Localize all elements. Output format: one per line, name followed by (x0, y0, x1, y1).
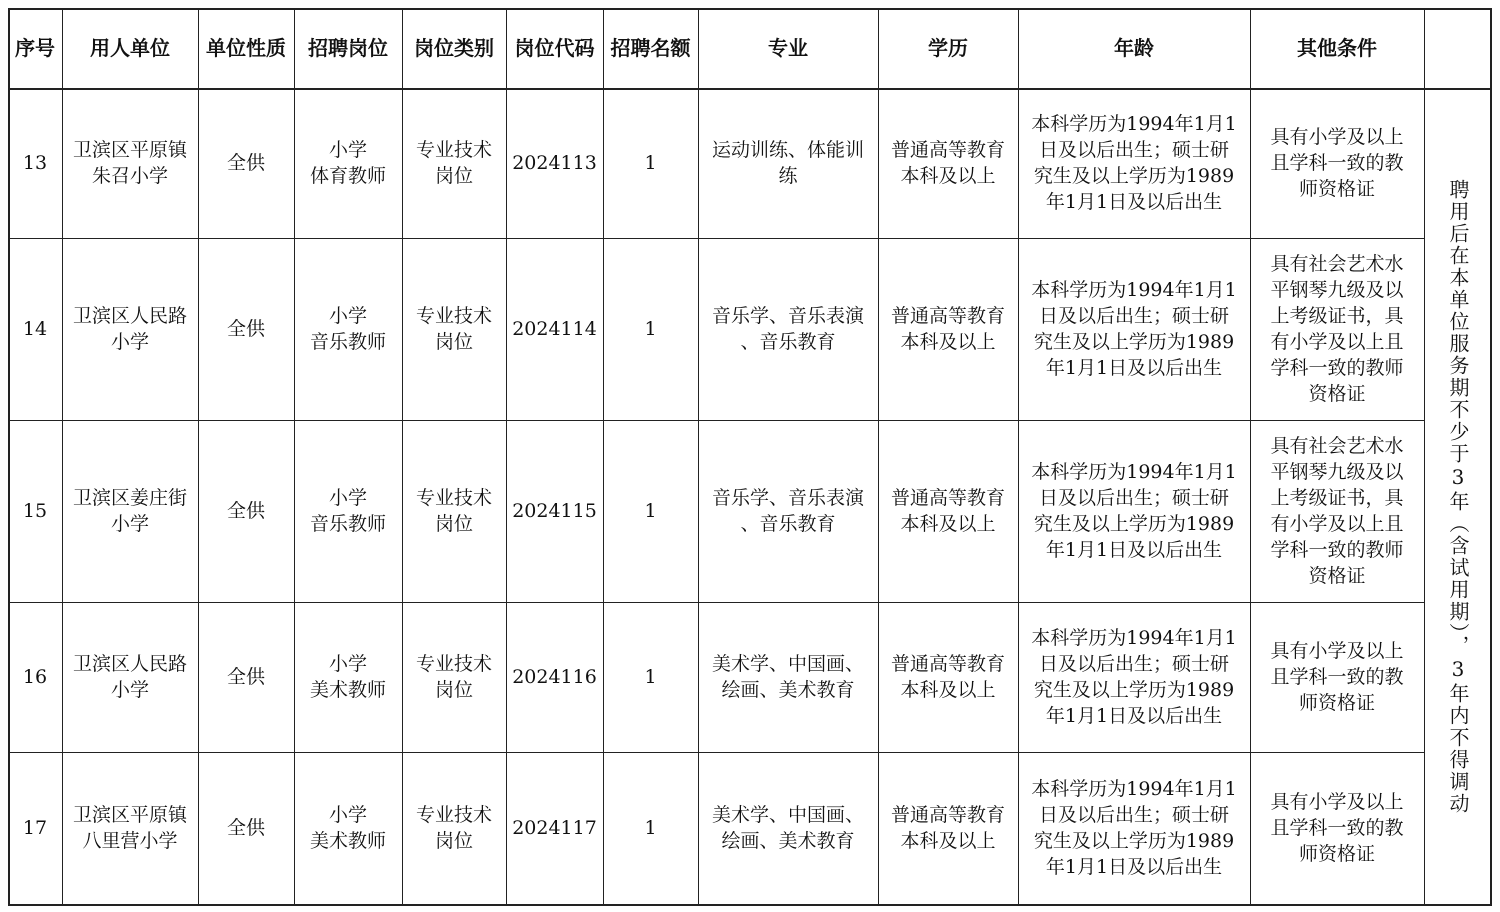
other-conditions: 具有小学及以上 且学科一致的教 师资格证 (1270, 640, 1404, 714)
unit-nature: 全供 (226, 666, 265, 688)
education: 普通高等教育 本科及以上 (890, 487, 1005, 535)
position-category: 专业技术 岗位 (415, 487, 492, 535)
employer-unit: 卫滨区平原镇 朱召小学 (72, 139, 187, 187)
employer-unit: 卫滨区姜庄街 小学 (72, 487, 187, 535)
position: 小学 美术教师 (309, 653, 386, 701)
position-category: 专业技术 岗位 (415, 139, 492, 187)
employer-unit: 卫滨区人民路 小学 (72, 305, 187, 353)
header-unit-nature: 单位性质 (206, 36, 286, 60)
position: 小学 音乐教师 (309, 487, 386, 535)
row-number: 13 (22, 152, 48, 174)
other-conditions: 具有小学及以上 且学科一致的教 师资格证 (1270, 791, 1404, 865)
position-code: 2024116 (512, 666, 597, 688)
header-quota: 招聘名额 (610, 36, 691, 60)
major: 音乐学、音乐表演 、音乐教育 (711, 305, 864, 353)
other-conditions: 具有社会艺术水 平钢琴九级及以 上考级证书，具 有小学及以上且 学科一致的教师 资格证 (1270, 253, 1404, 405)
row-number: 14 (22, 318, 48, 340)
service-period-note (1428, 90, 1488, 904)
major: 运动训练、体能训 练 (711, 139, 864, 187)
position: 小学 美术教师 (309, 804, 386, 852)
position: 小学 体育教师 (309, 139, 386, 187)
major: 音乐学、音乐表演 、音乐教育 (711, 487, 864, 535)
education: 普通高等教育 本科及以上 (890, 139, 1005, 187)
position-code: 2024114 (512, 318, 597, 340)
age-requirement: 本科学历为1994年1月1 日及以后出生；硕士研 究生及以上学历为1989 年1月1日及以后出生 (1031, 279, 1237, 379)
quota: 1 (644, 666, 657, 688)
service-period-note-text: 聘用后在本单位服务期不少于3年（含试用期），3年内不得调动 (1446, 179, 1470, 815)
age-requirement: 本科学历为1994年1月1 日及以后出生；硕士研 究生及以上学历为1989 年1月1日及以后出生 (1031, 778, 1237, 878)
major: 美术学、中国画、 绘画、美术教育 (711, 804, 864, 852)
other-conditions: 具有社会艺术水 平钢琴九级及以 上考级证书，具 有小学及以上且 学科一致的教师 资格证 (1270, 435, 1404, 587)
position-code: 2024113 (512, 152, 597, 174)
quota: 1 (644, 500, 657, 522)
header-row-number: 序号 (15, 36, 55, 60)
education: 普通高等教育 本科及以上 (890, 653, 1005, 701)
major: 美术学、中国画、 绘画、美术教育 (711, 653, 864, 701)
header-other-conditions: 其他条件 (1297, 36, 1377, 60)
position-code: 2024115 (512, 500, 597, 522)
header-position-code: 岗位代码 (514, 36, 595, 60)
header-position-category: 岗位类别 (414, 36, 494, 60)
header-age-requirement: 年龄 (1114, 36, 1154, 60)
unit-nature: 全供 (226, 152, 265, 174)
unit-nature: 全供 (226, 318, 265, 340)
row-number: 17 (22, 817, 48, 839)
header-employer-unit: 用人单位 (90, 36, 170, 60)
position-category: 专业技术 岗位 (415, 653, 492, 701)
quota: 1 (644, 318, 657, 340)
quota: 1 (644, 817, 657, 839)
age-requirement: 本科学历为1994年1月1 日及以后出生；硕士研 究生及以上学历为1989 年1月1日及以后出生 (1031, 113, 1237, 213)
header-major: 专业 (768, 36, 808, 60)
employer-unit: 卫滨区平原镇 八里营小学 (72, 804, 187, 852)
unit-nature: 全供 (226, 817, 265, 839)
table-border (1424, 8, 1425, 906)
position-category: 专业技术 岗位 (415, 804, 492, 852)
education: 普通高等教育 本科及以上 (890, 804, 1005, 852)
education: 普通高等教育 本科及以上 (890, 305, 1005, 353)
position-category: 专业技术 岗位 (415, 305, 492, 353)
age-requirement: 本科学历为1994年1月1 日及以后出生；硕士研 究生及以上学历为1989 年1月1日及以后出生 (1031, 461, 1237, 561)
table-border (1490, 8, 1492, 906)
header-education: 学历 (928, 36, 968, 60)
row-number: 16 (22, 666, 48, 688)
age-requirement: 本科学历为1994年1月1 日及以后出生；硕士研 究生及以上学历为1989 年1月1日及以后出生 (1031, 627, 1237, 727)
row-number: 15 (22, 500, 48, 522)
position: 小学 音乐教师 (309, 305, 386, 353)
other-conditions: 具有小学及以上 且学科一致的教 师资格证 (1270, 126, 1404, 200)
unit-nature: 全供 (226, 500, 265, 522)
employer-unit: 卫滨区人民路 小学 (72, 653, 187, 701)
table-border (8, 904, 1490, 906)
position-code: 2024117 (512, 817, 597, 839)
quota: 1 (644, 152, 657, 174)
header-position: 招聘岗位 (308, 36, 388, 60)
